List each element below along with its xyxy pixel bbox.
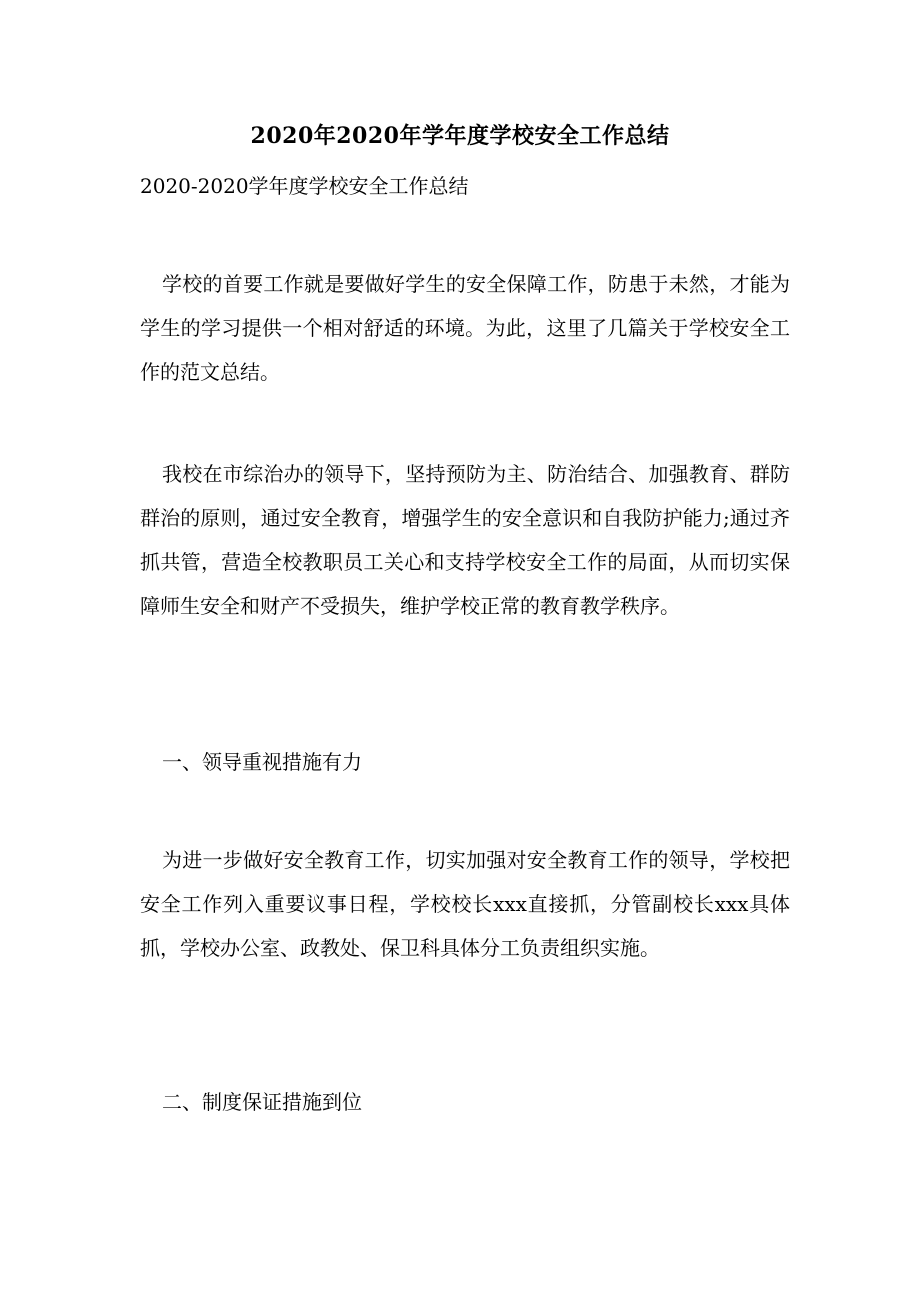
document-subtitle: 2020-2020学年度学校安全工作总结 xyxy=(140,174,469,198)
section-1-paragraph: 为进一步做好安全教育工作，切实加强对安全教育工作的领导，学校把安全工作列入重要议事日程，学校校长xxx直接抓，分管副校长xxx具体抓，学校办公室、政教处、保卫科具体分工负责组织实施。 xyxy=(140,848,790,960)
document-title: 2020年2020年学年度学校安全工作总结 xyxy=(250,123,670,149)
section-heading-1: 一、领导重视措施有力 xyxy=(162,750,362,774)
body-paragraph: 我校在市综治办的领导下，坚持预防为主、防治结合、加强教育、群防群治的原则，通过安全教育，增强学生的安全意识和自我防护能力;通过齐抓共管，营造全校教职员工关心和支持学校安全工作的局面，从而切实保障师生安全和财产不受损失，维护学校正常的教育教学秩序。 xyxy=(140,462,790,618)
intro-paragraph: 学校的首要工作就是要做好学生的安全保障工作，防患于未然，才能为学生的学习提供一个相对舒适的环境。为此，这里了几篇关于学校安全工作的范文总结。 xyxy=(140,272,790,384)
section-heading-2: 二、制度保证措施到位 xyxy=(162,1090,362,1114)
